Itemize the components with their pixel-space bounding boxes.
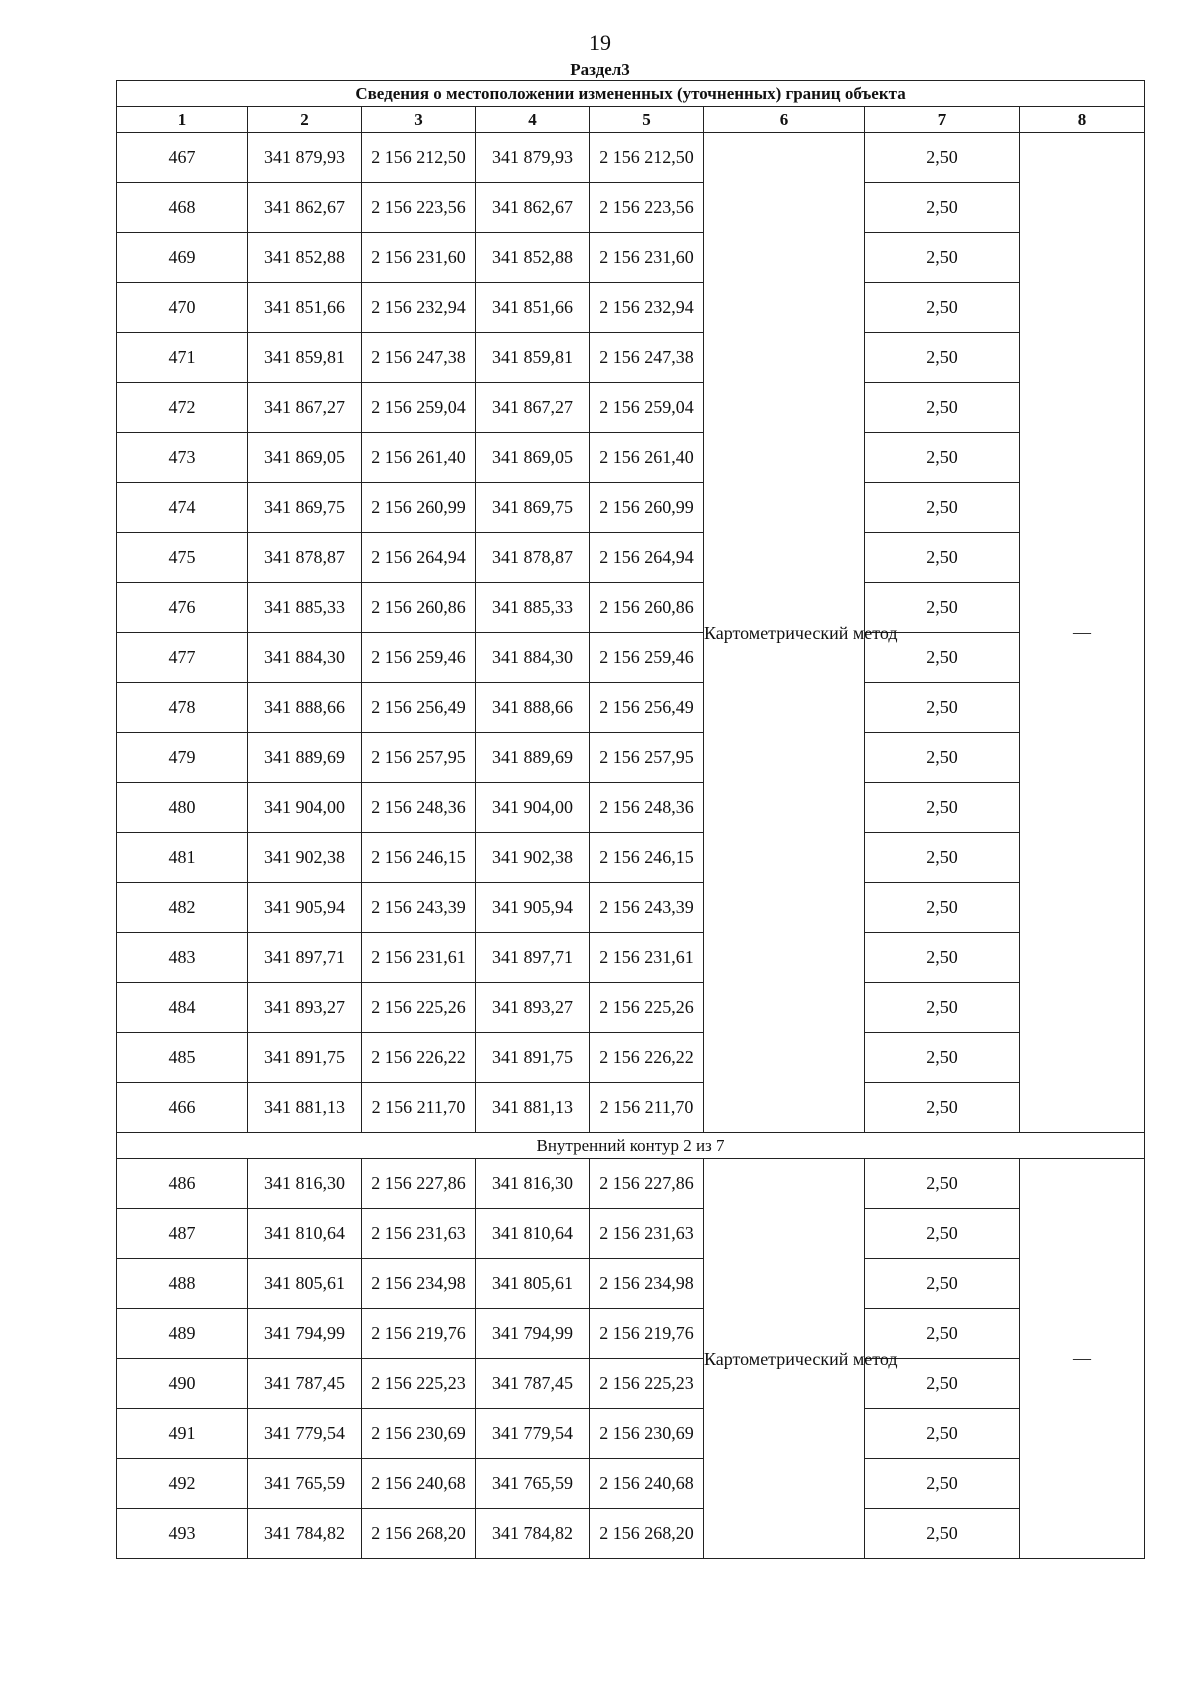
table-cell: 341 891,75 [476, 1033, 590, 1083]
table-cell: 2 156 257,95 [362, 733, 476, 783]
table-cell: 2 156 260,99 [590, 483, 704, 533]
note-cell: — [1020, 1159, 1145, 1559]
table-cell: 2 156 247,38 [362, 333, 476, 383]
table-cell: 2 156 256,49 [590, 683, 704, 733]
table-cell: 475 [117, 533, 248, 583]
table-cell: 2,50 [865, 333, 1020, 383]
table-row [117, 683, 1145, 733]
table-cell: 341 889,69 [248, 733, 362, 783]
table-row [117, 933, 1145, 983]
table-cell: 341 902,38 [476, 833, 590, 883]
table-cell: 341 878,87 [476, 533, 590, 583]
table-cell: 2 156 212,50 [362, 133, 476, 183]
table-cell: 341 859,81 [476, 333, 590, 383]
table-cell: 341 889,69 [476, 733, 590, 783]
table-cell: 488 [117, 1259, 248, 1309]
table-cell: 341 852,88 [476, 233, 590, 283]
table-cell: 2,50 [865, 783, 1020, 833]
table-row [117, 433, 1145, 483]
table-cell: 2 156 231,63 [362, 1209, 476, 1259]
table-cell: 2 156 248,36 [362, 783, 476, 833]
table-row [117, 383, 1145, 433]
table-cell: 341 779,54 [476, 1409, 590, 1459]
table-row [117, 1409, 1145, 1459]
table-cell: 2 156 247,38 [590, 333, 704, 383]
boundary-coordinates-table [116, 80, 1145, 1559]
table-cell: 341 893,27 [476, 983, 590, 1033]
table-row [117, 783, 1145, 833]
table-row [117, 1159, 1145, 1209]
table-cell: 2 156 223,56 [362, 183, 476, 233]
table-cell: 476 [117, 583, 248, 633]
table-cell: 2,50 [865, 1309, 1020, 1359]
contour-label: Внутренний контур 2 из 7 [117, 1133, 1145, 1159]
column-header: 2 [248, 107, 362, 133]
table-cell: 469 [117, 233, 248, 283]
table-cell: 341 787,45 [476, 1359, 590, 1409]
table-cell: 341 897,71 [476, 933, 590, 983]
table-cell: 341 893,27 [248, 983, 362, 1033]
table-cell: 2,50 [865, 633, 1020, 683]
table-row [117, 883, 1145, 933]
table-cell: 2 156 231,60 [590, 233, 704, 283]
table-cell: 485 [117, 1033, 248, 1083]
table-cell: 341 869,75 [248, 483, 362, 533]
table-cell: 2 156 240,68 [362, 1459, 476, 1509]
table-row [117, 583, 1145, 633]
table-cell: 2,50 [865, 283, 1020, 333]
table-row [117, 733, 1145, 783]
table-cell: 341 904,00 [476, 783, 590, 833]
table-header-row [117, 107, 1145, 133]
table-cell: 466 [117, 1083, 248, 1133]
table-cell: 341 859,81 [248, 333, 362, 383]
table-cell: 2 156 231,60 [362, 233, 476, 283]
table-cell: 2 156 257,95 [590, 733, 704, 783]
table-cell: 2 156 211,70 [590, 1083, 704, 1133]
table-cell: 2 156 230,69 [362, 1409, 476, 1459]
table-cell: 2 156 256,49 [362, 683, 476, 733]
table-cell: 2 156 246,15 [590, 833, 704, 883]
table-cell: 2 156 268,20 [362, 1509, 476, 1559]
table-cell: 481 [117, 833, 248, 883]
table-cell: 341 884,30 [248, 633, 362, 683]
table-cell: 2 156 231,61 [590, 933, 704, 983]
table-cell: 341 862,67 [248, 183, 362, 233]
table-row [117, 283, 1145, 333]
column-header: 5 [590, 107, 704, 133]
table-cell: 473 [117, 433, 248, 483]
table-row [117, 833, 1145, 883]
column-header: 8 [1020, 107, 1145, 133]
table-cell: 2 156 246,15 [362, 833, 476, 883]
table-row [117, 233, 1145, 283]
table-cell: 480 [117, 783, 248, 833]
table-cell: 2,50 [865, 1409, 1020, 1459]
table-row [117, 133, 1145, 183]
table-cell: 2 156 260,86 [362, 583, 476, 633]
table-caption-row [117, 81, 1145, 107]
table-cell: 2 156 225,23 [590, 1359, 704, 1409]
table-cell: 2 156 231,61 [362, 933, 476, 983]
table-cell: 341 816,30 [476, 1159, 590, 1209]
table-row [117, 1359, 1145, 1409]
method-cell: Картометрический метод [704, 1159, 865, 1559]
table-cell: 341 905,94 [248, 883, 362, 933]
table-cell: 2 156 264,94 [590, 533, 704, 583]
table-cell: 2 156 232,94 [362, 283, 476, 333]
table-cell: 2 156 227,86 [590, 1159, 704, 1209]
table-cell: 467 [117, 133, 248, 183]
table-cell: 2 156 259,04 [362, 383, 476, 433]
table-cell: 2 156 219,76 [362, 1309, 476, 1359]
table-cell: 2 156 261,40 [362, 433, 476, 483]
table-cell: 2 156 259,04 [590, 383, 704, 433]
table-cell: 341 794,99 [248, 1309, 362, 1359]
table-cell: 341 869,05 [476, 433, 590, 483]
column-header: 6 [704, 107, 865, 133]
table-cell: 2 156 227,86 [362, 1159, 476, 1209]
table-cell: 2,50 [865, 933, 1020, 983]
table-cell: 471 [117, 333, 248, 383]
page-number: 19 [589, 30, 611, 55]
table-cell: 341 784,82 [476, 1509, 590, 1559]
table-cell: 2,50 [865, 833, 1020, 883]
table-cell: 341 851,66 [248, 283, 362, 333]
table-cell: 341 904,00 [248, 783, 362, 833]
table-cell: 2,50 [865, 133, 1020, 183]
table-cell: 2 156 248,36 [590, 783, 704, 833]
contour-row [117, 1133, 1145, 1159]
table-cell: 487 [117, 1209, 248, 1259]
section-title: Раздел3 [570, 60, 630, 79]
table-cell: 341 805,61 [476, 1259, 590, 1309]
table-row [117, 333, 1145, 383]
table-cell: 2,50 [865, 1159, 1020, 1209]
table-cell: 493 [117, 1509, 248, 1559]
table-cell: 479 [117, 733, 248, 783]
table-cell: 341 805,61 [248, 1259, 362, 1309]
table-cell: 2 156 243,39 [590, 883, 704, 933]
method-cell: Картометрический метод [704, 133, 865, 1133]
table-cell: 2 156 234,98 [590, 1259, 704, 1309]
table-cell: 341 885,33 [476, 583, 590, 633]
column-header: 1 [117, 107, 248, 133]
table-cell: 472 [117, 383, 248, 433]
table-cell: 2,50 [865, 383, 1020, 433]
table-row [117, 983, 1145, 1033]
table-cell: 2 156 219,76 [590, 1309, 704, 1359]
table-cell: 341 779,54 [248, 1409, 362, 1459]
table-cell: 341 765,59 [248, 1459, 362, 1509]
table-cell: 2 156 225,23 [362, 1359, 476, 1409]
table-cell: 490 [117, 1359, 248, 1409]
table-cell: 341 784,82 [248, 1509, 362, 1559]
table-row [117, 1033, 1145, 1083]
table-cell: 2 156 225,26 [590, 983, 704, 1033]
table-cell: 2 156 232,94 [590, 283, 704, 333]
table-cell: 2,50 [865, 1359, 1020, 1409]
table-cell: 341 810,64 [476, 1209, 590, 1259]
table-cell: 2,50 [865, 1033, 1020, 1083]
table-cell: 491 [117, 1409, 248, 1459]
table-cell: 341 885,33 [248, 583, 362, 633]
table-cell: 2 156 230,69 [590, 1409, 704, 1459]
table-cell: 341 862,67 [476, 183, 590, 233]
table-cell: 341 765,59 [476, 1459, 590, 1509]
table-cell: 484 [117, 983, 248, 1033]
table-cell: 341 878,87 [248, 533, 362, 583]
table-cell: 2 156 234,98 [362, 1259, 476, 1309]
table-cell: 474 [117, 483, 248, 533]
table-cell: 2,50 [865, 883, 1020, 933]
table-cell: 470 [117, 283, 248, 333]
table-cell: 2 156 264,94 [362, 533, 476, 583]
table-cell: 341 897,71 [248, 933, 362, 983]
table-cell: 2,50 [865, 183, 1020, 233]
table-row [117, 1209, 1145, 1259]
table-cell: 2,50 [865, 433, 1020, 483]
table-row [117, 1509, 1145, 1559]
table-cell: 341 816,30 [248, 1159, 362, 1209]
table-cell: 341 810,64 [248, 1209, 362, 1259]
table-cell: 2 156 260,86 [590, 583, 704, 633]
table-cell: 477 [117, 633, 248, 683]
table-cell: 2,50 [865, 983, 1020, 1033]
table-cell: 2 156 223,56 [590, 183, 704, 233]
table-cell: 341 852,88 [248, 233, 362, 283]
column-header: 7 [865, 107, 1020, 133]
table-caption: Сведения о местоположении измененных (уточненных) границ объекта [117, 81, 1145, 107]
table-cell: 2 156 259,46 [362, 633, 476, 683]
table-cell: 2 156 261,40 [590, 433, 704, 483]
table-cell: 341 867,27 [476, 383, 590, 433]
table-cell: 492 [117, 1459, 248, 1509]
table-row [117, 1309, 1145, 1359]
table-cell: 483 [117, 933, 248, 983]
table-cell: 341 879,93 [248, 133, 362, 183]
table-cell: 2,50 [865, 1083, 1020, 1133]
table-cell: 341 867,27 [248, 383, 362, 433]
table-cell: 341 905,94 [476, 883, 590, 933]
table-cell: 341 879,93 [476, 133, 590, 183]
table-row [117, 1259, 1145, 1309]
table-cell: 341 869,05 [248, 433, 362, 483]
table-cell: 2 156 231,63 [590, 1209, 704, 1259]
table-cell: 2 156 226,22 [590, 1033, 704, 1083]
table-cell: 2,50 [865, 1259, 1020, 1309]
table-cell: 2 156 260,99 [362, 483, 476, 533]
table-cell: 341 881,13 [248, 1083, 362, 1133]
table-cell: 341 902,38 [248, 833, 362, 883]
table-cell: 2 156 211,70 [362, 1083, 476, 1133]
table-cell: 2 156 212,50 [590, 133, 704, 183]
table-cell: 2,50 [865, 1459, 1020, 1509]
table-cell: 341 851,66 [476, 283, 590, 333]
table-row [117, 1083, 1145, 1133]
table-cell: 486 [117, 1159, 248, 1209]
table-cell: 341 884,30 [476, 633, 590, 683]
table-row [117, 183, 1145, 233]
column-header: 3 [362, 107, 476, 133]
table-row [117, 483, 1145, 533]
table-cell: 2,50 [865, 583, 1020, 633]
table-row [117, 1459, 1145, 1509]
table-row [117, 533, 1145, 583]
table-cell: 2 156 225,26 [362, 983, 476, 1033]
table-row [117, 633, 1145, 683]
table-cell: 2,50 [865, 733, 1020, 783]
table-cell: 2,50 [865, 533, 1020, 583]
table-cell: 341 794,99 [476, 1309, 590, 1359]
table-cell: 2,50 [865, 233, 1020, 283]
table-cell: 468 [117, 183, 248, 233]
table-cell: 2 156 268,20 [590, 1509, 704, 1559]
table-cell: 2 156 226,22 [362, 1033, 476, 1083]
table-cell: 341 888,66 [248, 683, 362, 733]
table-cell: 2 156 259,46 [590, 633, 704, 683]
table-cell: 341 869,75 [476, 483, 590, 533]
table-cell: 482 [117, 883, 248, 933]
table-cell: 2,50 [865, 683, 1020, 733]
table-cell: 2 156 243,39 [362, 883, 476, 933]
column-header: 4 [476, 107, 590, 133]
note-cell: — [1020, 133, 1145, 1133]
table-cell: 341 891,75 [248, 1033, 362, 1083]
table-cell: 341 881,13 [476, 1083, 590, 1133]
table-cell: 2 156 240,68 [590, 1459, 704, 1509]
table-cell: 489 [117, 1309, 248, 1359]
table-cell: 341 787,45 [248, 1359, 362, 1409]
table-cell: 2,50 [865, 1209, 1020, 1259]
table-cell: 341 888,66 [476, 683, 590, 733]
table-cell: 2,50 [865, 1509, 1020, 1559]
table-cell: 2,50 [865, 483, 1020, 533]
table-cell: 478 [117, 683, 248, 733]
